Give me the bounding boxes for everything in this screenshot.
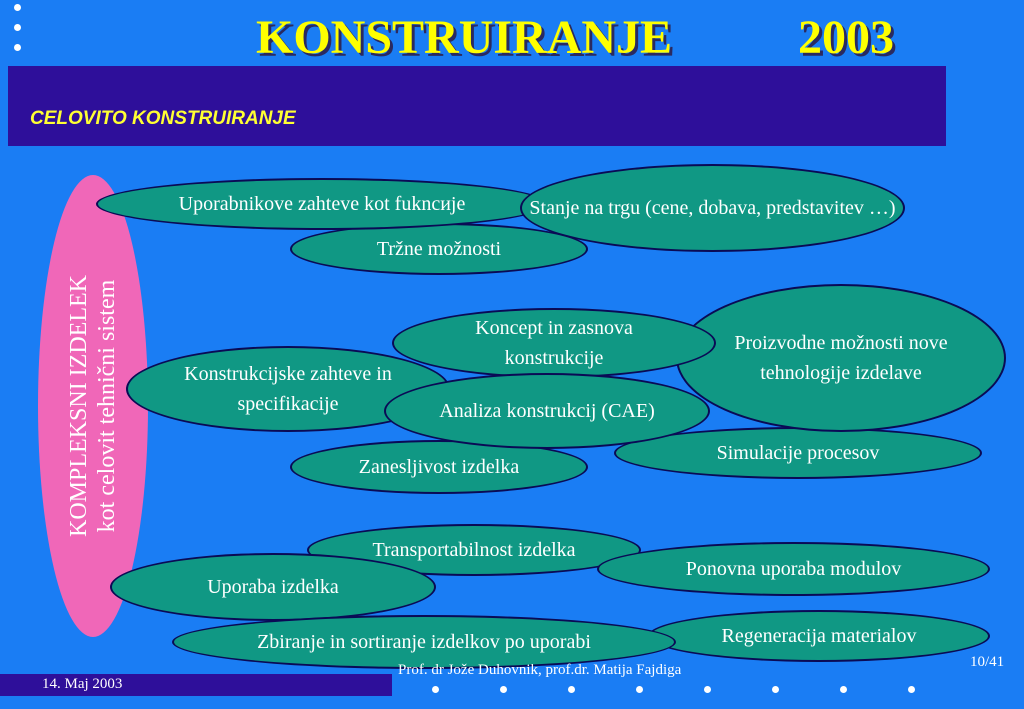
center-label-line2: kot celovit tehnični sistem bbox=[94, 279, 120, 533]
header-band bbox=[8, 66, 946, 146]
oval-uporabnikove-zahteve: Uporabnikove zahteve kot fukncиje bbox=[96, 178, 548, 230]
oval-regeneracija: Regeneracija materialov bbox=[648, 610, 990, 662]
slide-title bbox=[0, 10, 1024, 70]
oval-koncept-zasnova: Koncept in zasnova konstrukcije bbox=[392, 308, 716, 378]
oval-uporaba-izdelka: Uporaba izdelka bbox=[110, 553, 436, 621]
center-label bbox=[65, 275, 121, 537]
oval-analiza-konstrukcij: Analiza konstrukcij (CAE) bbox=[384, 373, 710, 449]
footer-date: 14. Maj 2003 bbox=[42, 676, 123, 692]
page-number: 10/41 bbox=[970, 654, 1005, 670]
oval-proizvodne-moznosti: Proizvodne možnosti nove tehnologije izdelave bbox=[676, 284, 1006, 432]
oval-simulacije-procesov: Simulacije procesov bbox=[614, 427, 982, 479]
center-label-line1: KOMPLEKSNI IZDELEK bbox=[66, 275, 92, 537]
oval-konstrukcijske-zahteve: Konstrukcijske zahteve in specifikacije bbox=[126, 346, 450, 432]
oval-zbiranje-sortiranje: Zbiranje in sortiranje izdelkov po uporabi bbox=[172, 615, 676, 669]
oval-stanje-na-trgu: Stanje na trgu (cene, dobava, predstavitev …) bbox=[520, 164, 905, 252]
slide-subtitle: CELOVITO KONSTRUIRANJE bbox=[30, 108, 296, 129]
oval-ponovna-uporaba: Ponovna uporaba modulov bbox=[597, 542, 990, 596]
oval-transportabilnost: Transportabilnost izdelka bbox=[307, 524, 641, 576]
oval-trzne-moznosti: Tržne možnosti bbox=[290, 223, 588, 275]
title-year: 2003 bbox=[798, 11, 894, 64]
title-main: KONSTRUIRANJE bbox=[256, 11, 673, 64]
footer-authors: Prof. dr Jože Duhovnik, prof.dr. Matija Fajdiga bbox=[398, 662, 682, 678]
oval-zanesljivost: Zanesljivost izdelka bbox=[290, 440, 588, 494]
